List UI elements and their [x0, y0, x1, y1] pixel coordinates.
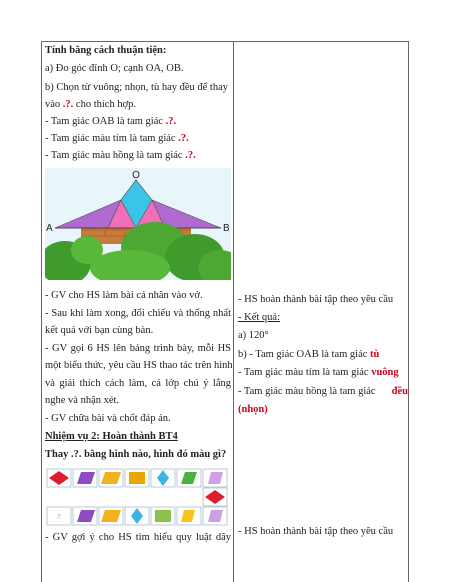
note-fix-answer: - GV chữa bài và chốt đáp án.: [45, 413, 171, 424]
note-present-line2: một biểu thức, yêu cầu HS thao tác trên hình: [45, 360, 233, 371]
answer-purple: - Tam giác màu tím là tam giác vuông: [238, 367, 399, 378]
shape-sequence: [45, 467, 231, 527]
note-present-line4: nghe và nhận xét.: [45, 395, 120, 406]
exercise-heading: Tính bằng cách thuận tiện:: [45, 45, 167, 56]
result-label: - Kết quả:: [238, 312, 280, 323]
part-b-line1: b) Chọn từ vuông; nhọn, tù hay đều để thay: [45, 82, 229, 93]
note-pattern-hint: - GV gợi ý cho HS tìm hiểu quy luật dãy: [45, 532, 231, 543]
task2-title: Nhiệm vụ 2: Hoàn thành BT4: [45, 431, 178, 442]
label-o: O: [132, 170, 140, 181]
student-response-2: - HS hoàn thành bài tập theo yêu cầu: [238, 526, 394, 537]
answer-pink: - Tam giác màu hồng là tam giác đều: [238, 386, 408, 397]
missing-shape-mark: ?: [57, 513, 61, 521]
pink-triangle-item: - Tam giác màu hồng là tam giác .?.: [45, 150, 196, 161]
note-individual-work: - GV cho HS làm bài cá nhân vào vở.: [45, 290, 203, 301]
purple-triangle-item: - Tam giác màu tím là tam giác .?.: [45, 133, 189, 144]
note-present-line3: và giải thích cách làm, cả lớp chú ý lắng: [45, 378, 231, 389]
lesson-table: [41, 41, 409, 582]
student-response: - HS hoàn thành bài tập theo yêu cầu: [238, 294, 394, 305]
task2-question: Thay .?. bằng hình nào, hình đó màu gì?: [45, 449, 227, 460]
answer-oab: b) - Tam giác OAB là tam giác tù: [238, 349, 380, 360]
orange-rectangle-1: [129, 472, 145, 484]
note-compare-line2: kết quả với bạn cùng bàn.: [45, 325, 154, 336]
answer-a: a) 120°: [238, 330, 269, 341]
green-rectangle-2: [155, 510, 171, 522]
answer-pink-cont: (nhọn): [238, 404, 268, 415]
part-a: a) Đo góc đỉnh O; cạnh OA, OB.: [45, 63, 184, 74]
note-present-line1: - GV gọi 6 HS lên bảng trình bày, mỗi HS: [45, 343, 231, 354]
column-divider: [233, 42, 234, 582]
note-compare-line1: - Sau khi làm xong, đổi chiếu và thống nhất: [45, 308, 231, 319]
triangle-oab-item: - Tam giác OAB là tam giác .?.: [45, 116, 177, 127]
label-a: A: [46, 223, 53, 234]
part-b-line2: vào .?. cho thích hợp.: [45, 99, 137, 110]
label-b: B: [223, 223, 230, 234]
triangle-house-illustration: [45, 168, 231, 280]
